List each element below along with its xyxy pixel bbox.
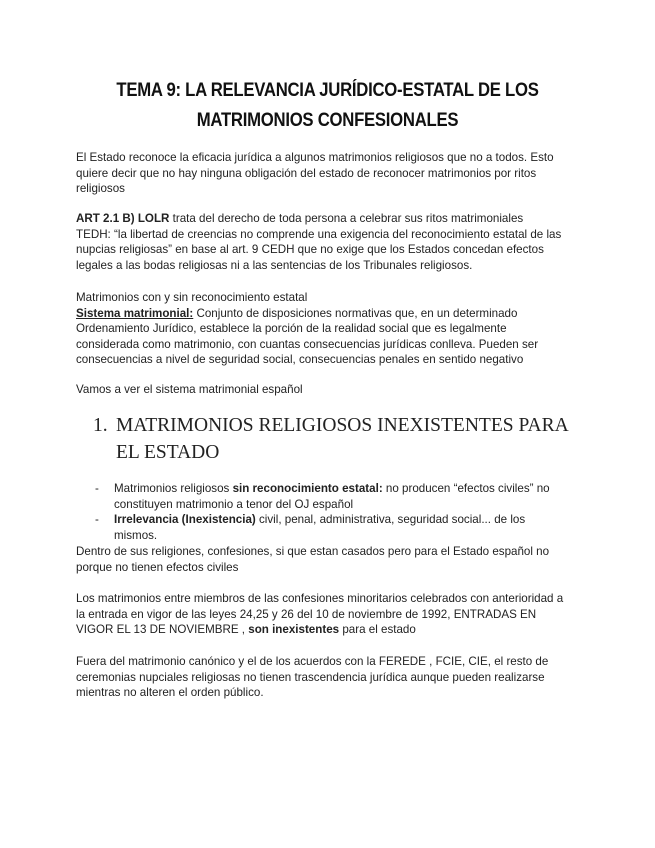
list-item	[76, 481, 581, 512]
sistema-line: considerada como matrimonio, con cuantas consecuencias jurídicas conlleva. Pueden ser	[76, 337, 539, 351]
bullet-line: mismos.	[114, 528, 158, 542]
minoritarios-bold: son inexistentes	[248, 623, 340, 637]
title-line-2: MATRIMONIOS CONFESIONALES	[196, 110, 459, 131]
bullet-text: no producen “efectos civiles” no	[382, 482, 550, 495]
section-title-line: MATRIMONIOS RELIGIOSOS INEXISTENTES PARA	[116, 415, 569, 436]
minoritarios-text: VIGOR EL 13 DE NOVIEMBRE ,	[76, 623, 249, 637]
bullet-line	[114, 512, 581, 528]
sistema-term: Sistema matrimonial:	[76, 306, 194, 320]
minoritarios-paragraph	[76, 591, 581, 638]
dentro-line: Dentro de sus religiones, confesiones, si que estan casados pero para el Estado español no	[76, 545, 550, 558]
sistema-paragraph	[76, 290, 581, 368]
art-line: legales a las bodas religiosas ni a las sentencias de los Tribunales religiosos.	[76, 258, 473, 272]
sistema-line: consecuencias a nivel de seguridad social, consecuencias penales en sentido negativo	[76, 353, 524, 367]
sistema-line: Ordenamiento Jurídico, establece la porción de la realidad social que es legalmente	[76, 322, 507, 336]
page-title	[92, 76, 563, 136]
bullet-bold: sin reconocimiento estatal:	[232, 482, 383, 495]
intro-paragraph	[76, 150, 581, 197]
intro-line: religiosos	[76, 182, 125, 196]
fuera-paragraph	[76, 654, 581, 701]
title-line-1: TEMA 9: LA RELEVANCIA JURÍDICO-ESTATAL DE LOS	[116, 80, 539, 101]
section-title-line: EL ESTADO	[116, 442, 220, 463]
fuera-line: ceremonias nupciales religiosas no tienen trascendencia jurídica aunque pueden realizarse	[76, 670, 545, 684]
minoritarios-text: para el estado	[339, 623, 416, 637]
bullet-bold: Irrelevancia (Inexistencia)	[114, 513, 256, 527]
minoritarios-line: la entrada en vigor de las leyes 24,25 y 26 del 10 de noviembre de 1992, ENTRADAS EN	[76, 607, 537, 621]
art-paragraph	[76, 211, 581, 273]
sistema-definition: Conjunto de disposiciones normativas que, en un determinado	[193, 306, 518, 320]
bullet-text: civil, penal, administrativa, seguridad social... de los	[255, 513, 526, 527]
art-line	[76, 211, 581, 227]
fuera-line: Fuera del matrimonio canónico y el de los acuerdos con la FEREDE , FCIE, CIE, el resto de	[76, 655, 549, 668]
minoritarios-line: Los matrimonios entre miembros de las confesiones minoritarios celebrados con anterioridad a	[76, 592, 564, 605]
bullet-line	[114, 481, 581, 497]
section-number: 1.	[93, 415, 108, 436]
bullet-list	[76, 481, 581, 543]
sistema-line: Matrimonios con y sin reconocimiento estatal	[76, 291, 308, 304]
vamos-paragraph	[76, 382, 581, 398]
minoritarios-line	[76, 622, 581, 638]
art-line: TEDH: “la libertad de creencias no comprende una exigencia del reconocimiento estatal de las	[76, 227, 562, 241]
art-line: nupcias religiosas” en base al art. 9 CEDH que no exige que los Estados concedan efectos	[76, 243, 544, 257]
section-title	[116, 412, 569, 466]
vamos-line: Vamos a ver el sistema matrimonial español	[76, 383, 303, 396]
intro-line: quiere decir que no hay ninguna obligación del estado de reconocer matrimonios por ritos	[76, 166, 537, 180]
bullet-line: constituyen matrimonio a tenor del OJ español	[114, 497, 354, 511]
sistema-line	[76, 306, 581, 322]
bullet-dash: -	[95, 482, 99, 495]
list-item	[76, 512, 581, 543]
dentro-line: porque no tienen efectos civiles	[76, 560, 239, 574]
art-reference: ART 2.1 B) LOLR	[76, 212, 170, 225]
bullet-text: Matrimonios religiosos	[114, 482, 233, 495]
dentro-paragraph	[76, 544, 581, 575]
art-text: trata del derecho de toda persona a celebrar sus ritos matrimoniales	[169, 212, 524, 225]
intro-line: El Estado reconoce la eficacia jurídica a algunos matrimonios religiosos que no a todos. Esto	[76, 151, 554, 164]
bullet-dash: -	[95, 513, 99, 527]
fuera-line: mientras no alteren el orden público.	[76, 686, 264, 700]
